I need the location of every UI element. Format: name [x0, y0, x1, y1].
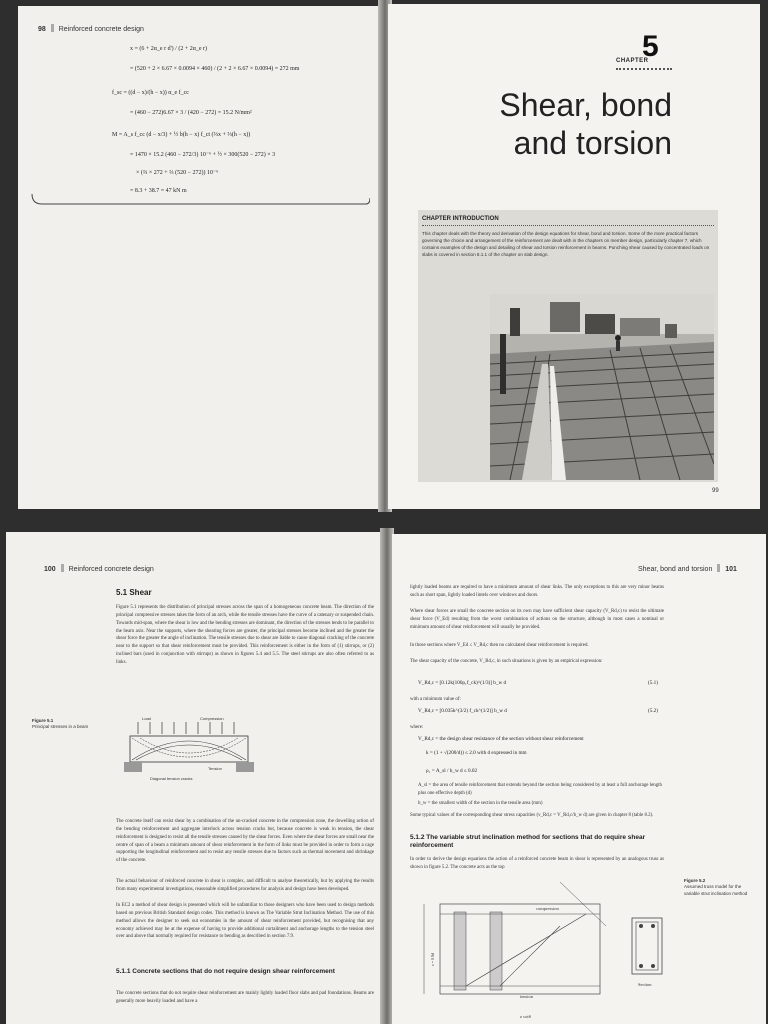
running-head-text: Reinforced concrete design: [58, 26, 144, 33]
running-head: [38, 24, 144, 33]
section-heading: 5.1 Shear: [116, 588, 152, 597]
rebar-photo-image: [490, 294, 714, 480]
intro-title: CHAPTER INTRODUCTION: [422, 216, 499, 222]
subsection-heading: 5.1.2 The variable strut inclination method for sections that do require shear reinforcement: [410, 834, 646, 850]
running-head: [44, 564, 154, 573]
paragraph: In order to derive the design equations the action of a reinforced concrete beam in shear is represented by an analogous truss as shown in figure 5.2. The concrete acts as the top: [410, 857, 664, 870]
definition: V_Rd,c = the design shear resistance of the section without shear reinforcement: [418, 736, 584, 742]
title-line: and torsion: [513, 125, 672, 162]
page-number: 99: [712, 488, 719, 494]
equation: f_sc = ((d − x)/(h − x)) α_e f_cc: [112, 90, 189, 96]
construction-photo: [490, 294, 714, 480]
equation: = (460 − 272)6.67 × 3 / (420 − 272) = 15.2 N/mm²: [130, 110, 252, 116]
chapter-word: CHAPTER: [616, 58, 649, 64]
running-head-text: Reinforced concrete design: [68, 566, 154, 573]
paragraph: with a minimum value of:: [410, 697, 461, 702]
fig-label-load: Load: [142, 716, 151, 721]
running-head-text: Shear, bond and torsion: [638, 566, 713, 573]
equation: = (520 + 2 × 6.67 × 0.0094 × 460) / (2 + 2 × 6.67 × 0.0094) = 272 mm: [130, 66, 300, 72]
definition: k = (1 + √(200/d)) ≤ 2.0 with d expressed in mm: [426, 750, 527, 756]
page-101: [392, 534, 766, 1024]
page-98: [18, 6, 380, 509]
equation: x = (6 + 2α_e r d') / (2 + 2α_e r): [130, 46, 208, 52]
bottom-spread: [0, 512, 768, 1024]
equation-5-2: V_Rd,c = [0.035k^(3/2) f_ck^(1/2)] b_w d: [418, 708, 507, 714]
figure-caption: [32, 718, 102, 731]
truss-model-diagram: [410, 874, 680, 1024]
chapter-title: [484, 86, 672, 163]
equation-number: (5.2): [648, 708, 658, 714]
equation: = 8.3 + 38.7 = 47 kN m: [130, 188, 187, 194]
equation-number: (5.1): [648, 680, 658, 686]
chapter-rule: [616, 68, 672, 70]
figure-caption-text: Assumed truss model for the variable strut inclination method: [684, 884, 748, 896]
definition: A_sl = the area of tensile reinforcement that extends beyond the section being considered by at least a full anchorage length plus one effective depth (d): [418, 783, 662, 796]
definition: ρ₁ = A_sl / b_w d ≤ 0.02: [426, 768, 478, 774]
equation-5-1: V_Rd,c = [0.12k(100ρ₁f_ck)^(1/3)] b_w d: [418, 680, 507, 686]
principal-stress-diagram: [116, 716, 276, 786]
page-number: 101: [725, 566, 737, 573]
paragraph: The shear capacity of the concrete, V_Rd,c, in such situations is given by an empirical expression:: [410, 659, 603, 664]
title-line: Shear, bond: [499, 87, 672, 123]
fig-label-section: Section: [638, 982, 652, 987]
paragraph: In those sections where V_Ed ≤ V_Rd,c then no calculated shear reinforcement is required.: [410, 643, 589, 648]
page-100: [6, 532, 382, 1024]
example-end-rule: [30, 192, 370, 208]
equation: × (⅔ × 272 + ⅔ (520 − 272)) 10⁻⁶: [136, 170, 219, 176]
definition: b_w = the smallest width of the section in the tensile area (mm): [418, 801, 543, 806]
figure-caption: [684, 878, 750, 897]
paragraph: Where shear forces are small the concrete section on its own may have sufficient shear capacity (V_Rd,c) to resist the ultimate shear force (V_Ed) resulting from the worst combination of actions on the structure, although in most cases a nominal or minimum amount of shear reinforcement will usually be provided.: [410, 609, 664, 630]
equation: M = A_s f_cc (d − x/3) + ½ b(h − x) f_ct (⅔x + ⅔(h − x)): [112, 132, 251, 138]
page-99: [388, 4, 760, 509]
intro-text: This chapter deals with the theory and derivation of the design equations for shear, bond and torsion. Some of the more practical factors governing the choice and arrangement of the reinforcement are dealt with in the chapters on member design, particularly chapter 7, which contains examples of the design and detailing of shear and torsion reinforcement in beams. Punching shear caused by concentrated loads on slabs is covered in section 8.1.1 of the chapter on slab design.: [422, 231, 710, 258]
paragraph: In EC2 a method of shear design is presented which will be unfamiliar to those designers who have been used to design methods based on previous British Standard design codes. This method is known as The Variable Strut Inclination Method. The use of this method allows the designer to seek out economies in the amount of shear reinforcement provided, but recognising that any economy achieved may be at the expense of having to provide additional curtailment and anchorage lengths to the tension steel over and above that normally required for resistance to bending as described in section 7.9.: [116, 903, 374, 940]
fig-label-compression: Compression: [200, 716, 224, 721]
paragraph: The actual behaviour of reinforced concrete in shear is complex, and difficult to analyse theoretically, but by applying the results from many experimental investigations, reasonable simplified procedures for analysis and design have been developed.: [116, 879, 374, 892]
figure-label: Figure 5.1: [32, 718, 54, 723]
page-number: 98: [38, 26, 46, 33]
fig-label-z: z = 0.9d: [430, 952, 435, 966]
fig-label-tension: Tension: [208, 766, 222, 771]
fig-label-diagonal-cracks: Diagonal tension cracks: [150, 776, 193, 781]
figure-label: Figure 5.2: [684, 878, 706, 883]
page-number: 100: [44, 566, 56, 573]
fig-label-tension: tension: [520, 994, 533, 999]
running-head: [638, 564, 737, 573]
paragraph: The concrete itself can resist shear by a combination of the un-cracked concrete in the compression zone, the dowelling action of the bending reinforcement and aggregate interlock across tension cracks but, because concrete is weak in tension, the shear reinforcement is designed to resist all the tensile stresses caused by the shear forces. Even where the shear forces are small near the centre of span of a beam a minimum amount of shear reinforcement in the form of links must be provided in order to form a cage supporting the longitudinal reinforcement and to resist any tensile stresses due to factors such as thermal movement and shrinkage of the concrete.: [116, 819, 374, 864]
subsection-heading: 5.1.1 Concrete sections that do not require design shear reinforcement: [116, 968, 335, 975]
paragraph: lightly loaded beams are required to have a minimum amount of shear links. The only exceptions to this are very minor beams such as short span, lightly loaded lintels over windows and doors.: [410, 585, 664, 598]
intro-rule: [422, 225, 714, 226]
equation: = 1470 × 15.2 (460 − 272/3) 10⁻⁶ + ½ × 300(520 − 272) × 3: [130, 152, 276, 158]
figure-caption-text: Principal stresses in a beam: [32, 724, 89, 730]
paragraph: Figure 5.1 represents the distribution of principal stresses across the span of a homogeneous concrete beam. The direction of the principal compressive stresses takes the form of an arch, while the tensile stresses have the curve of a catenary or suspended chain. Towards mid-span, where the shear is low and the bending stresses are dominant, the direction of the stresses tends to be parallel to the beam axis. Near the supports, where the shearing forces are greater, the principal stresses become inclined and the greater the shear force the greater the angle of inclination. The tensile stresses due to shear are liable to cause diagonal cracking of the concrete near to the support so that shear reinforcement must be provided. This reinforcement is either in the form of (1) stirrups, or (2) inclined bars (used in conjunction with stirrups) as shown in figures 5.4 and 5.5. The steel stirrups are also often referred to as links.: [116, 605, 374, 665]
paragraph: where:: [410, 725, 424, 730]
fig-label-compression: compression: [536, 906, 559, 911]
paragraph: The concrete sections that do not require shear reinforcement are mainly lightly loaded floor slabs and pad foundations. Beams are generally more heavily loaded and have a: [116, 991, 374, 1004]
paragraph: Some typical values of the corresponding shear stress capacities (v_Rd,c = V_Rd,c/b_w d) are given in chapter 8 (table 8.2).: [410, 813, 654, 818]
chapter-number: 5: [642, 30, 659, 63]
fig-label-zcot: z cotθ: [520, 1014, 531, 1019]
